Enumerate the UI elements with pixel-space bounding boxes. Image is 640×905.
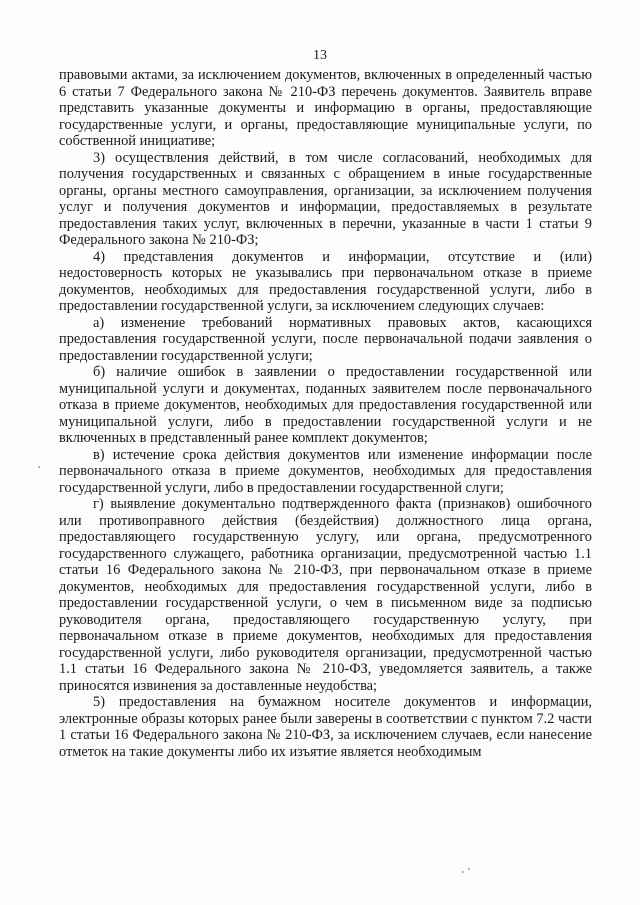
paragraph: в) истечение срока действия документов или изменение информации после первоначального отказа в приеме документов, необходимых для предоставления государственной услуги, либо в предоставлении государственной слуги; xyxy=(59,446,592,496)
paragraph: г) выявление документально подтвержденного факта (признаков) ошибочного или противоправного действия (бездействия) должностного лица органа, предоставляющего государственную услугу, или органа, предусмотренного государственного служащего, работника организации, предусмотренной частью 1.1 статьи 16 Федерального закона № 210-ФЗ, при первоначальном отказе в приеме документов, необходимых для предоставления государственной услуги, либо в предоставлении государственной услуги, о чем в письменном виде за подписью руководителя органа, предоставляющего государственную услугу, при первоначальном отказе в приеме документов, необходимых для предоставления государственной услуги, либо руководителя организации, предусмотренной частью 1.1 статьи 16 Федерального закона № 210-ФЗ, уведомляется заявитель, а также приносятся извинения за доставленные неудобства; xyxy=(59,496,592,694)
page-number: 13 xyxy=(313,48,327,63)
scan-speck xyxy=(462,871,464,873)
paragraph: 4) представления документов и информации, отсутствие и (или) недостоверность которых не указывались при первоначальном отказе в приеме документов, необходимых для предоставления государственной услуги, либо в предоставлении государственной услуги, за исключением следующих случаев: xyxy=(59,248,592,314)
paragraph: правовыми актами, за исключением документов, включенных в определенный частью 6 статьи 7 Федерального закона № 210-ФЗ перечень документов. Заявитель вправе представить указанные документы и информацию в органы, предоставляющие государственные услуги, и органы, предоставляющие муниципальные услуги, по собственной инициативе; xyxy=(59,67,592,149)
document-body xyxy=(59,67,592,760)
scan-speck xyxy=(468,868,470,870)
paragraph: 3) осуществления действий, в том числе согласований, необходимых для получения государственных и связанных с обращением в иные государственные органы, органы местного самоуправления, организации, за исключением получения услуг и получения документов и информации, предоставляемых в результате предоставления таких услуг, включенных в перечни, указанные в части 1 статьи 9 Федерального закона № 210-ФЗ; xyxy=(59,149,592,248)
paragraph: б) наличие ошибок в заявлении о предоставлении государственной или муниципальной услуги и документах, поданных заявителем после первоначального отказа в приеме документов, необходимых для предоставления государственной или муниципальной услуги, либо в предоставлении государственной услуги и не включенных в представленный ранее комплект документов; xyxy=(59,364,592,446)
paragraph: а) изменение требований нормативных правовых актов, касающихся предоставления государственной услуги, после первоначальной подачи заявления о предоставлении государственной услуги; xyxy=(59,314,592,364)
scan-speck xyxy=(38,466,40,468)
paragraph: 5) предоставления на бумажном носителе документов и информации, электронные образы которых ранее были заверены в соответствии с пунктом 7.2 части 1 статьи 16 Федерального закона № 210-ФЗ, за исключением случаев, если нанесение отметок на такие документы либо их изъятие является необходимым xyxy=(59,694,592,760)
